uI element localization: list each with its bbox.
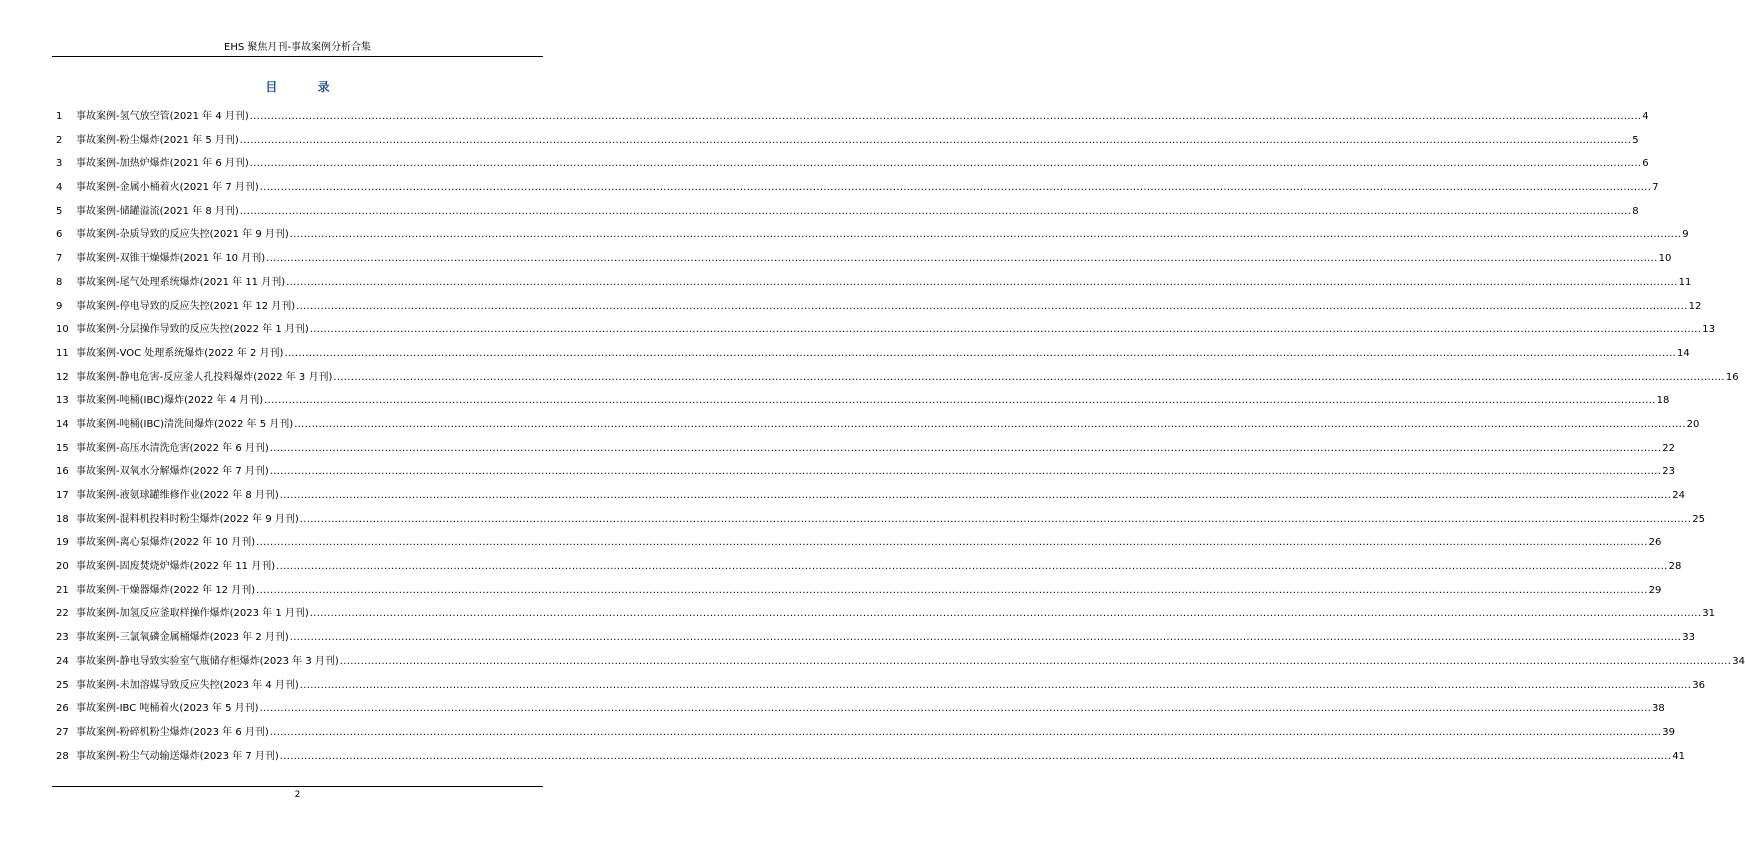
- toc-entry[interactable]: [56, 109, 1649, 124]
- toc-entry-number: 5: [56, 205, 63, 217]
- running-header: EHS 聚焦月刊-事故案例分析合集: [224, 42, 371, 53]
- toc-entry-number: 15: [56, 442, 69, 454]
- toc-entry-title[interactable]: 事故案例-三氯氧磷金属桶爆炸(2023 年 2 月刊): [76, 632, 289, 644]
- toc-entry-number: 12: [56, 371, 69, 383]
- toc-entry-number: 23: [56, 632, 69, 644]
- toc-entry-number: 27: [56, 726, 69, 738]
- toc-leader-dots: ................................................................................................................................................................................................................................................................................................................................................................................................................: [299, 679, 1692, 691]
- toc-entry-number: 22: [56, 608, 69, 620]
- toc-entry-number: 7: [56, 253, 63, 265]
- toc-entry-page[interactable]: 13: [1702, 324, 1715, 336]
- toc-entry-title[interactable]: 事故案例-混料机投料时粉尘爆炸(2022 年 9 月刊): [76, 513, 299, 525]
- toc-leader-dots: ................................................................................................................................................................................................................................................................................................................................................................................................................: [276, 561, 1668, 573]
- toc-entry-page[interactable]: 22: [1662, 442, 1675, 454]
- table-of-contents: [56, 109, 1745, 772]
- toc-entry-page[interactable]: 10: [1658, 253, 1672, 265]
- toc-entry-page[interactable]: 6: [1642, 158, 1649, 170]
- toc-entry[interactable]: [56, 583, 1662, 598]
- toc-leader-dots: ................................................................................................................................................................................................................................................................................................................................................................................................................: [333, 371, 1725, 383]
- header-divider: [52, 56, 543, 57]
- toc-entry-title[interactable]: 事故案例-双氧水分解爆炸(2022 年 7 月刊): [76, 466, 269, 478]
- toc-entry-title[interactable]: 事故案例-杂质导致的反应失控(2021 年 9 月刊): [76, 229, 289, 241]
- toc-entry-title[interactable]: 事故案例-氢气放空管(2021 年 4 月刊): [76, 111, 249, 122]
- toc-entry-page[interactable]: 36: [1692, 679, 1705, 691]
- toc-entry-page[interactable]: 26: [1648, 537, 1662, 549]
- toc-entry-number: 20: [56, 561, 69, 573]
- toc-leader-dots: ................................................................................................................................................................................................................................................................................................................................................................................................................: [256, 537, 1648, 549]
- toc-entry-number: 21: [56, 584, 69, 596]
- footer-divider: [52, 786, 543, 787]
- toc-entry-page[interactable]: 31: [1702, 608, 1715, 620]
- toc-entry-title[interactable]: 事故案例-静电导致实验室气瓶储存柜爆炸(2023 年 3 月刊): [76, 655, 339, 667]
- footer-page-number: 2: [294, 790, 301, 800]
- toc-entry-page[interactable]: 33: [1682, 632, 1695, 644]
- toc-entry-number: 1: [56, 111, 63, 122]
- toc-leader-dots: ................................................................................................................................................................................................................................................................................................................................................................................................................: [249, 111, 1642, 122]
- toc-entry-page[interactable]: 9: [1682, 229, 1689, 241]
- toc-entry-number: 26: [56, 703, 69, 715]
- toc-entry[interactable]: [56, 251, 1672, 266]
- toc-entry-title[interactable]: 事故案例-停电导致的反应失控(2021 年 12 月刊): [76, 300, 296, 312]
- toc-leader-dots: ................................................................................................................................................................................................................................................................................................................................................................................................................: [294, 418, 1686, 430]
- toc-entry-title[interactable]: 事故案例-高压水清洗危害(2022 年 6 月刊): [76, 442, 269, 454]
- toc-entry-page[interactable]: 41: [1672, 750, 1685, 762]
- toc-entry-page[interactable]: 20: [1686, 418, 1700, 430]
- toc-entry-title[interactable]: 事故案例-IBC 吨桶着火(2023 年 5 月刊): [76, 703, 259, 715]
- toc-entry-title[interactable]: 事故案例-加氢反应釜取样操作爆炸(2023 年 1 月刊): [76, 608, 309, 620]
- toc-leader-dots: ................................................................................................................................................................................................................................................................................................................................................................................................................: [269, 466, 1662, 478]
- toc-entry-page[interactable]: 18: [1656, 395, 1670, 407]
- toc-leader-dots: ................................................................................................................................................................................................................................................................................................................................................................................................................: [289, 632, 1682, 644]
- toc-entry[interactable]: [56, 346, 1690, 361]
- toc-entry[interactable]: [56, 204, 1639, 219]
- toc-entry-number: 17: [56, 490, 69, 501]
- toc-leader-dots: ................................................................................................................................................................................................................................................................................................................................................................................................................: [279, 750, 1672, 762]
- toc-leader-dots: ................................................................................................................................................................................................................................................................................................................................................................................................................: [259, 703, 1652, 715]
- toc-entry[interactable]: [56, 654, 1745, 669]
- toc-entry-page[interactable]: 7: [1652, 182, 1659, 194]
- toc-entry-number: 19: [56, 537, 69, 549]
- toc-entry-number: 9: [56, 300, 63, 312]
- toc-leader-dots: ................................................................................................................................................................................................................................................................................................................................................................................................................: [256, 584, 1648, 596]
- toc-entry-title[interactable]: 事故案例-尾气处理系统爆炸(2021 年 11 月刊): [76, 276, 286, 288]
- toc-entry-title[interactable]: 事故案例-离心泵爆炸(2022 年 10 月刊): [76, 537, 256, 549]
- toc-entry-number: 18: [56, 513, 69, 525]
- toc-entry-title[interactable]: 事故案例-固废焚烧炉爆炸(2022 年 11 月刊): [76, 561, 276, 573]
- toc-entry-page[interactable]: 24: [1672, 490, 1685, 501]
- toc-entry-title[interactable]: 事故案例-VOC 处理系统爆炸(2022 年 2 月刊): [76, 347, 284, 359]
- toc-entry-title[interactable]: 事故案例-加热炉爆炸(2021 年 6 月刊): [76, 158, 249, 170]
- toc-entry-number: 24: [56, 655, 69, 667]
- toc-entry-page[interactable]: 8: [1632, 205, 1639, 217]
- toc-leader-dots: ................................................................................................................................................................................................................................................................................................................................................................................................................: [266, 253, 1658, 265]
- toc-entry-page[interactable]: 16: [1725, 371, 1739, 383]
- toc-entry-page[interactable]: 14: [1676, 347, 1690, 359]
- toc-entry-title[interactable]: 事故案例-粉尘气动输送爆炸(2023 年 7 月刊): [76, 750, 279, 762]
- toc-entry-title[interactable]: 事故案例-静电危害-反应釜人孔投料爆炸(2022 年 3 月刊): [76, 371, 333, 383]
- toc-entry-title[interactable]: 事故案例-储罐溢流(2021 年 8 月刊): [76, 205, 239, 217]
- toc-leader-dots: ................................................................................................................................................................................................................................................................................................................................................................................................................: [309, 608, 1702, 620]
- toc-entry-title[interactable]: 事故案例-金属小桶着火(2021 年 7 月刊): [76, 182, 259, 194]
- toc-entry[interactable]: [56, 725, 1675, 740]
- toc-leader-dots: ................................................................................................................................................................................................................................................................................................................................................................................................................: [289, 229, 1682, 241]
- toc-entry[interactable]: [56, 322, 1715, 337]
- toc-entry-title[interactable]: 事故案例-分层操作导致的反应失控(2022 年 1 月刊): [76, 324, 309, 336]
- toc-entry-number: 3: [56, 158, 63, 170]
- toc-entry[interactable]: [56, 417, 1700, 432]
- toc-entry-number: 4: [56, 182, 63, 194]
- toc-entry[interactable]: [56, 488, 1685, 503]
- toc-leader-dots: ................................................................................................................................................................................................................................................................................................................................................................................................................: [269, 726, 1662, 738]
- toc-entry-page[interactable]: 5: [1632, 134, 1639, 146]
- toc-entry-page[interactable]: 23: [1662, 466, 1675, 478]
- toc-entry-title[interactable]: 事故案例-未加溶媒导致反应失控(2023 年 4 月刊): [76, 679, 299, 691]
- toc-entry-title[interactable]: 事故案例-双锥干燥爆炸(2021 年 10 月刊): [76, 253, 266, 265]
- toc-entry[interactable]: [56, 630, 1695, 645]
- toc-entry-number: 11: [56, 347, 69, 359]
- toc-entry[interactable]: [56, 393, 1670, 408]
- toc-entry-page[interactable]: 25: [1692, 513, 1705, 525]
- toc-entry[interactable]: [56, 749, 1685, 764]
- toc-leader-dots: ................................................................................................................................................................................................................................................................................................................................................................................................................: [239, 205, 1632, 217]
- toc-title: 目 录: [265, 80, 348, 94]
- toc-entry-number: 10: [56, 324, 69, 336]
- toc-entry[interactable]: [56, 464, 1675, 479]
- toc-entry[interactable]: [56, 441, 1675, 456]
- toc-entry-title[interactable]: 事故案例-粉碎机粉尘爆炸(2023 年 6 月刊): [76, 726, 269, 738]
- toc-entry-page[interactable]: 11: [1678, 276, 1692, 288]
- toc-entry-page[interactable]: 39: [1662, 726, 1675, 738]
- toc-entry[interactable]: [56, 180, 1659, 195]
- toc-entry[interactable]: [56, 678, 1705, 693]
- toc-entry[interactable]: [56, 535, 1662, 550]
- toc-entry-number: 2: [56, 134, 63, 146]
- toc-entry-number: 14: [56, 418, 69, 430]
- toc-leader-dots: ................................................................................................................................................................................................................................................................................................................................................................................................................: [309, 324, 1702, 336]
- toc-entry-title[interactable]: 事故案例-吨桶(IBC)爆炸(2022 年 4 月刊): [76, 395, 264, 407]
- toc-entry-number: 28: [56, 750, 69, 762]
- toc-leader-dots: ................................................................................................................................................................................................................................................................................................................................................................................................................: [299, 513, 1692, 525]
- toc-entry-page[interactable]: 4: [1642, 111, 1649, 122]
- toc-entry[interactable]: [56, 275, 1692, 290]
- toc-entry[interactable]: [56, 701, 1665, 716]
- toc-entry[interactable]: [56, 299, 1702, 314]
- toc-entry[interactable]: [56, 156, 1649, 171]
- toc-entry-title[interactable]: 事故案例-吨桶(IBC)清洗间爆炸(2022 年 5 月刊): [76, 418, 294, 430]
- toc-entry-title[interactable]: 事故案例-干燥器爆炸(2022 年 12 月刊): [76, 584, 256, 596]
- toc-entry-number: 25: [56, 679, 69, 691]
- toc-entry-number: 6: [56, 229, 63, 241]
- toc-leader-dots: ................................................................................................................................................................................................................................................................................................................................................................................................................: [279, 490, 1672, 501]
- toc-entry[interactable]: [56, 512, 1705, 527]
- toc-leader-dots: ................................................................................................................................................................................................................................................................................................................................................................................................................: [239, 134, 1632, 146]
- toc-leader-dots: ................................................................................................................................................................................................................................................................................................................................................................................................................: [264, 395, 1656, 407]
- toc-entry[interactable]: [56, 133, 1639, 148]
- toc-leader-dots: ................................................................................................................................................................................................................................................................................................................................................................................................................: [339, 655, 1732, 667]
- toc-entry-number: 8: [56, 276, 63, 288]
- toc-entry-title[interactable]: 事故案例-粉尘爆炸(2021 年 5 月刊): [76, 134, 239, 146]
- toc-leader-dots: ................................................................................................................................................................................................................................................................................................................................................................................................................: [296, 300, 1688, 312]
- toc-leader-dots: ................................................................................................................................................................................................................................................................................................................................................................................................................: [284, 347, 1676, 359]
- toc-entry-number: 16: [56, 466, 69, 478]
- toc-entry-page[interactable]: 34: [1732, 655, 1745, 667]
- toc-entry-number: 13: [56, 395, 69, 407]
- toc-entry-page[interactable]: 12: [1688, 300, 1702, 312]
- toc-entry-title[interactable]: 事故案例-液氨球罐维修作业(2022 年 8 月刊): [76, 490, 279, 501]
- toc-entry[interactable]: [56, 559, 1682, 574]
- toc-leader-dots: ................................................................................................................................................................................................................................................................................................................................................................................................................: [259, 182, 1652, 194]
- toc-entry[interactable]: [56, 606, 1715, 621]
- toc-entry-page[interactable]: 29: [1648, 584, 1662, 596]
- toc-entry[interactable]: [56, 370, 1739, 385]
- toc-entry-page[interactable]: 28: [1668, 561, 1682, 573]
- toc-leader-dots: ................................................................................................................................................................................................................................................................................................................................................................................................................: [269, 442, 1662, 454]
- toc-entry-page[interactable]: 38: [1652, 703, 1665, 715]
- toc-leader-dots: ................................................................................................................................................................................................................................................................................................................................................................................................................: [249, 158, 1642, 170]
- toc-leader-dots: ................................................................................................................................................................................................................................................................................................................................................................................................................: [286, 276, 1678, 288]
- toc-entry[interactable]: [56, 227, 1689, 242]
